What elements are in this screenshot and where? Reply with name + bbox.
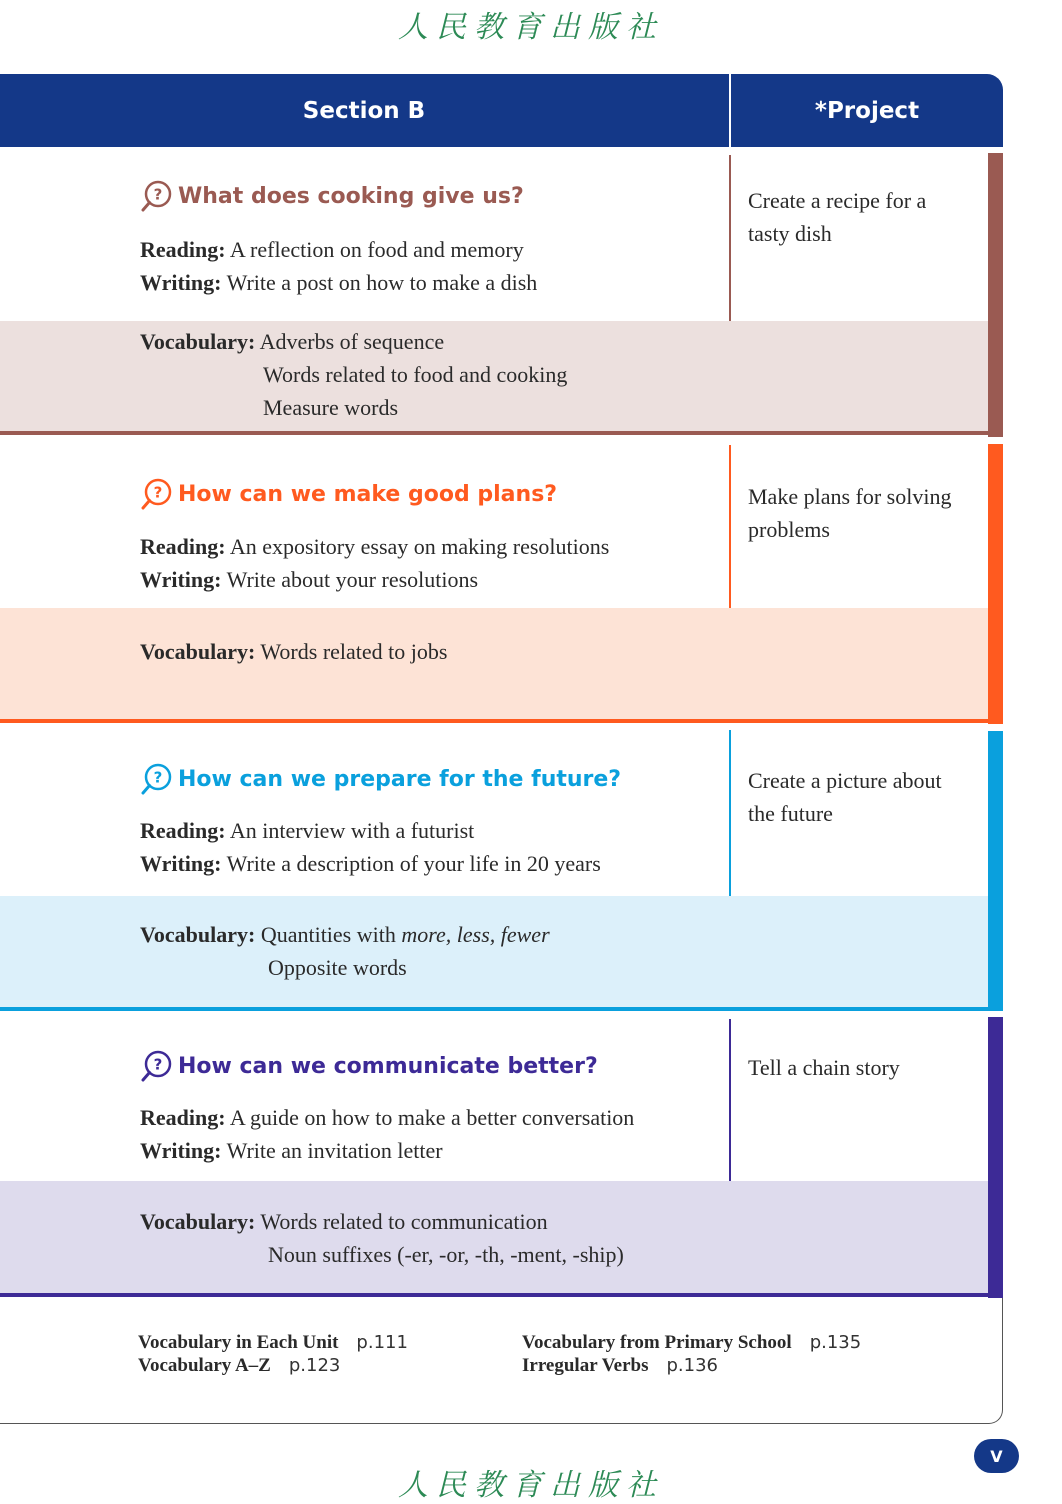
writing-label: Writing: — [140, 270, 222, 295]
reading-line — [140, 1105, 634, 1131]
reading-label: Reading: — [140, 237, 226, 262]
writing-text: Write an invitation letter — [226, 1138, 443, 1163]
vocab-label: Vocabulary: — [140, 922, 256, 947]
appendix-references — [0, 1298, 1003, 1424]
vocab-line — [140, 1209, 548, 1235]
unit-row-3 — [0, 724, 1003, 1011]
unit-color-bar — [988, 444, 1003, 724]
unit-bottom-line — [0, 719, 1003, 723]
project-text: Create a recipe for a tasty dish — [748, 188, 927, 246]
svg-text:?: ? — [153, 1055, 163, 1074]
appendix-item[interactable] — [522, 1355, 718, 1377]
writing-label: Writing: — [140, 567, 222, 592]
writing-text: Write about your resolutions — [226, 567, 479, 592]
appendix-label: Vocabulary from Primary School — [522, 1332, 792, 1353]
reading-line — [140, 818, 474, 844]
unit-row-4 — [0, 1011, 1003, 1298]
reading-label: Reading: — [140, 818, 226, 843]
vocab-italic: more, less, fewer — [401, 922, 550, 947]
publisher-logo-bottom: 人民教育出版社 — [398, 1468, 664, 1503]
publisher-logo-top: 人民教育出版社 — [398, 10, 664, 45]
unit-color-bar — [988, 153, 1003, 437]
column-divider — [729, 445, 731, 608]
section-b-heading: Section B — [302, 97, 426, 124]
unit-color-bar — [988, 731, 1003, 1011]
vocab-item: Words related to food and cooking — [263, 362, 568, 387]
page-number-badge: V — [974, 1439, 1019, 1473]
writing-line — [140, 567, 478, 593]
unit-bottom-line — [0, 431, 1003, 435]
appendix-page: p.123 — [288, 1355, 341, 1376]
vocab-line — [140, 639, 447, 665]
project-text: Create a picture about the future — [748, 768, 942, 826]
svg-text:?: ? — [153, 185, 163, 204]
unit-color-bar — [988, 1017, 1003, 1298]
reading-text: A reflection on food and memory — [229, 237, 524, 262]
unit-question — [140, 477, 557, 511]
reading-line — [140, 237, 524, 263]
project-text: Tell a chain story — [748, 1055, 900, 1080]
appendix-page: p.135 — [809, 1332, 862, 1353]
question-magnifier-icon — [140, 762, 174, 796]
column-divider — [729, 730, 731, 896]
vocab-item: Words related to communication — [260, 1209, 548, 1234]
vocab-line — [140, 922, 550, 948]
reading-label: Reading: — [140, 534, 226, 559]
vocab-item: Measure words — [263, 395, 399, 420]
writing-label: Writing: — [140, 1138, 222, 1163]
unit-question — [140, 179, 524, 213]
question-text: How can we make good plans? — [178, 481, 558, 507]
column-divider — [729, 1019, 731, 1181]
question-magnifier-icon — [140, 179, 174, 213]
writing-line — [140, 851, 601, 877]
vocab-band — [0, 896, 988, 1007]
appendix-item[interactable] — [138, 1355, 340, 1377]
project-text: Make plans for solving problems — [748, 484, 952, 542]
question-magnifier-icon — [140, 1049, 174, 1083]
unit-question — [140, 762, 621, 796]
unit-question — [140, 1049, 598, 1083]
writing-text: Write a post on how to make a dish — [226, 270, 538, 295]
reading-line — [140, 534, 609, 560]
project-heading: *Project — [814, 97, 920, 124]
vocab-label: Vocabulary: — [140, 639, 256, 664]
appendix-page: p.136 — [666, 1355, 719, 1376]
reading-label: Reading: — [140, 1105, 226, 1130]
vocab-prefix: Quantities with — [260, 922, 396, 947]
vocab-label: Vocabulary: — [140, 329, 256, 354]
writing-line — [140, 270, 537, 296]
svg-text:?: ? — [153, 768, 163, 787]
writing-line — [140, 1138, 443, 1164]
appendix-label: Vocabulary A–Z — [138, 1355, 271, 1376]
appendix-label: Vocabulary in Each Unit — [138, 1332, 339, 1353]
vocab-item: Opposite words — [268, 955, 407, 980]
vocab-item: Adverbs of sequence — [259, 329, 445, 354]
writing-text: Write a description of your life in 20 years — [226, 851, 601, 876]
vocab-line — [140, 329, 444, 355]
reading-text: A guide on how to make a better conversation — [229, 1105, 635, 1130]
question-text: How can we communicate better? — [178, 1053, 598, 1079]
reading-text: An interview with a futurist — [229, 818, 475, 843]
question-text: What does cooking give us? — [178, 183, 524, 209]
appendix-item[interactable] — [522, 1332, 861, 1354]
writing-label: Writing: — [140, 851, 222, 876]
question-text: How can we prepare for the future? — [178, 766, 622, 792]
appendix-label: Irregular Verbs — [522, 1355, 649, 1376]
unit-row-2 — [0, 437, 1003, 724]
table-header — [0, 74, 1003, 147]
appendix-page: p.111 — [356, 1332, 408, 1353]
vocab-label: Vocabulary: — [140, 1209, 256, 1234]
vocab-band — [0, 1181, 988, 1294]
question-magnifier-icon — [140, 477, 174, 511]
vocab-item: Words related to jobs — [260, 639, 448, 664]
unit-row-1 — [0, 147, 1003, 437]
column-divider — [729, 155, 731, 321]
reading-text: An expository essay on making resolutions — [229, 534, 610, 559]
unit-bottom-line — [0, 1293, 1003, 1297]
svg-text:?: ? — [153, 483, 163, 502]
vocab-item: Noun suffixes (-er, -or, -th, -ment, -ship) — [268, 1242, 624, 1267]
appendix-item[interactable] — [138, 1332, 408, 1354]
